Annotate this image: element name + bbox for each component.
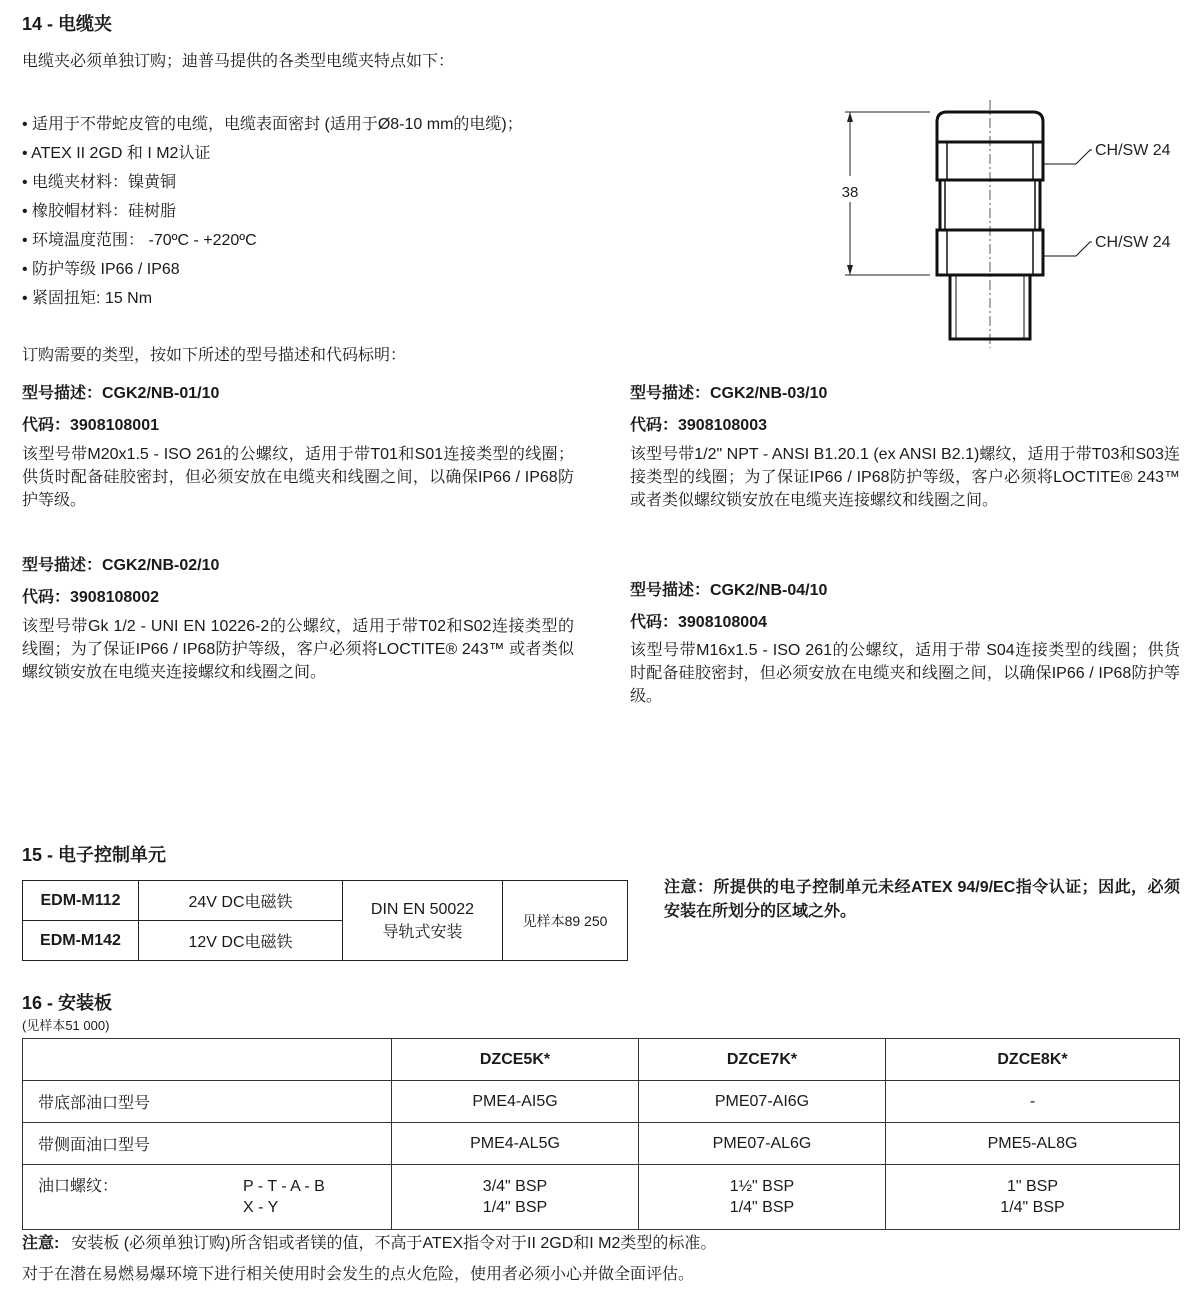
cell-bottom-dzce5k: PME4-AI5G	[392, 1081, 639, 1123]
thread-main-dzce7k: 1½" BSP	[729, 1178, 795, 1195]
section-16-subtitle: (见样本51 000)	[22, 1018, 110, 1033]
leader-top	[1043, 150, 1092, 164]
section-16-title: 16 - 安装板	[22, 993, 113, 1013]
cell-bottom-dzce8k: -	[886, 1081, 1180, 1123]
thread-xy-dzce5k: 1/4" BSP	[482, 1199, 548, 1216]
wrench-size-bottom: CH/SW 24	[1095, 234, 1171, 251]
ecu-code-m112: EDM-M112	[23, 881, 139, 921]
mount-standard: DIN EN 50022	[370, 900, 475, 918]
header-dzce8k: DZCE8K*	[886, 1039, 1180, 1081]
ecu-catalog-ref: 见样本89 250	[503, 881, 628, 961]
header-blank	[23, 1039, 392, 1081]
ports-xy: X - Y	[243, 1199, 279, 1216]
thread-xy-dzce8k: 1/4" BSP	[1000, 1199, 1065, 1216]
mounting-plate-note	[22, 1233, 716, 1255]
wrench-size-top: CH/SW 24	[1095, 142, 1171, 159]
section-15-title: 15 - 电子控制单元	[22, 845, 167, 865]
cell-side-dzce8k: PME5-AL8G	[886, 1123, 1180, 1165]
row-side-ports-label: 带侧面油口型号	[23, 1123, 392, 1165]
model-01-code: 代码：3908108001	[22, 417, 159, 434]
ecu-code-m142: EDM-M142	[23, 921, 139, 961]
ecu-desc-m112: 24V DC电磁铁	[139, 881, 343, 921]
cell-thread-dzce5k	[392, 1165, 639, 1230]
cell-thread-dzce8k	[886, 1165, 1180, 1230]
leader-bottom	[1043, 242, 1092, 256]
feature-item: • 橡胶帽材料：硅树脂	[22, 203, 177, 220]
header-dzce5k: DZCE5K*	[392, 1039, 639, 1081]
row-thread-label-cell	[23, 1165, 392, 1230]
model-02-code: 代码：3908108002	[22, 589, 159, 606]
feature-item: • 电缆夹材料：镍黄铜	[22, 174, 177, 191]
model-02-name: 型号描述：CGK2/NB-02/10	[22, 557, 220, 574]
cell-side-dzce5k: PME4-AL5G	[392, 1123, 639, 1165]
note-text: 安装板 (必须单独订购)所含铝或者镁的值，不高于ATEX指令对于II 2GD和I M2类型的标准。	[71, 1235, 717, 1252]
mount-type: 导轨式安装	[382, 923, 463, 941]
cable-clamp-drawing	[830, 100, 1190, 350]
ecu-atex-note: 注意：所提供的电子控制单元未经ATEX 94/9/EC指令认证；因此，必须安装在所划分的区域之外。	[664, 879, 1180, 920]
model-02-description: 该型号带Gk 1/2 - UNI EN 10226-2的公螺纹，适用于带T02和S02连接类型的线圈；为了保证IP66 / IP68防护等级，客户必须将LOCTITE® 243™ 或者类似螺纹锁安放在电缆夹连接螺纹和线圈之间。	[22, 618, 574, 681]
ecu-mounting	[343, 881, 503, 961]
ecu-desc-m142: 12V DC电磁铁	[139, 921, 343, 961]
feature-item: • ATEX II 2GD 和 I M2认证	[22, 145, 211, 162]
cell-bottom-dzce7k: PME07-AI6G	[639, 1081, 886, 1123]
cell-side-dzce7k: PME07-AL6G	[639, 1123, 886, 1165]
model-03-name: 型号描述：CGK2/NB-03/10	[630, 385, 828, 402]
mounting-plate-table	[22, 1038, 1180, 1230]
model-03-description: 该型号带1/2" NPT - ANSI B1.20.1 (ex ANSI B2.1)螺纹，适用于带T03和S03连接类型的线圈；为了保证IP66 / IP68防护等级，客户必须将LOCTITE® 243™ 或者类似螺纹锁安放在电缆夹连接螺纹和线圈之间。	[630, 446, 1180, 509]
feature-item: • 适用于不带蛇皮管的电缆，电缆表面密封 (适用于Ø8-10 mm的电缆)；	[22, 116, 523, 133]
dim-arrow-top	[847, 112, 853, 122]
ports-main: P - T - A - B	[243, 1178, 325, 1195]
ignition-hazard-note: 对于在潜在易燃易爆环境下进行相关使用时会发生的点火危险，使用者必须小心并做全面评估。	[22, 1266, 695, 1283]
order-intro: 订购需要的类型，按如下所述的型号描述和代码标明：	[22, 347, 407, 364]
row-bottom-ports-label: 带底部油口型号	[23, 1081, 392, 1123]
model-04-code: 代码：3908108004	[630, 614, 767, 631]
feature-item: • 防护等级 IP66 / IP68	[22, 261, 180, 278]
model-01-name: 型号描述：CGK2/NB-01/10	[22, 385, 220, 402]
thread-main-dzce8k: 1" BSP	[1006, 1178, 1059, 1195]
dim-arrow-bottom	[847, 265, 853, 275]
model-04-description: 该型号带M16x1.5 - ISO 261的公螺纹，适用于带 S04连接类型的线圈；供货时配备硅胶密封，但必须安放在电缆夹和线圈之间，以确保IP66 / IP68防护等级。	[630, 642, 1180, 705]
cable-clamp-features	[22, 114, 642, 317]
feature-item: • 环境温度范围： -70ºC - +220ºC	[22, 232, 257, 249]
ecu-table	[22, 880, 628, 961]
header-dzce7k: DZCE7K*	[639, 1039, 886, 1081]
section-14-title: 14 - 电缆夹	[22, 14, 113, 34]
row-thread-label: 油口螺纹：	[38, 1178, 119, 1195]
model-01-description: 该型号带M20x1.5 - ISO 261的公螺纹，适用于带T01和S01连接类型的线圈；供货时配备硅胶密封，但必须安放在电缆夹和线圈之间，以确保IP66 / IP68防护等级。	[22, 446, 574, 509]
model-03-code: 代码：3908108003	[630, 417, 767, 434]
thread-xy-dzce7k: 1/4" BSP	[729, 1199, 795, 1216]
cell-thread-dzce7k	[639, 1165, 886, 1230]
section-14-intro: 电缆夹必须单独订购；迪普马提供的各类型电缆夹特点如下：	[22, 53, 455, 70]
dimension-value: 38	[841, 184, 859, 201]
note-label: 注意:	[22, 1235, 60, 1252]
feature-item: • 紧固扭矩: 15 Nm	[22, 290, 153, 307]
model-04-name: 型号描述：CGK2/NB-04/10	[630, 582, 828, 599]
thread-main-dzce5k: 3/4" BSP	[482, 1178, 548, 1195]
